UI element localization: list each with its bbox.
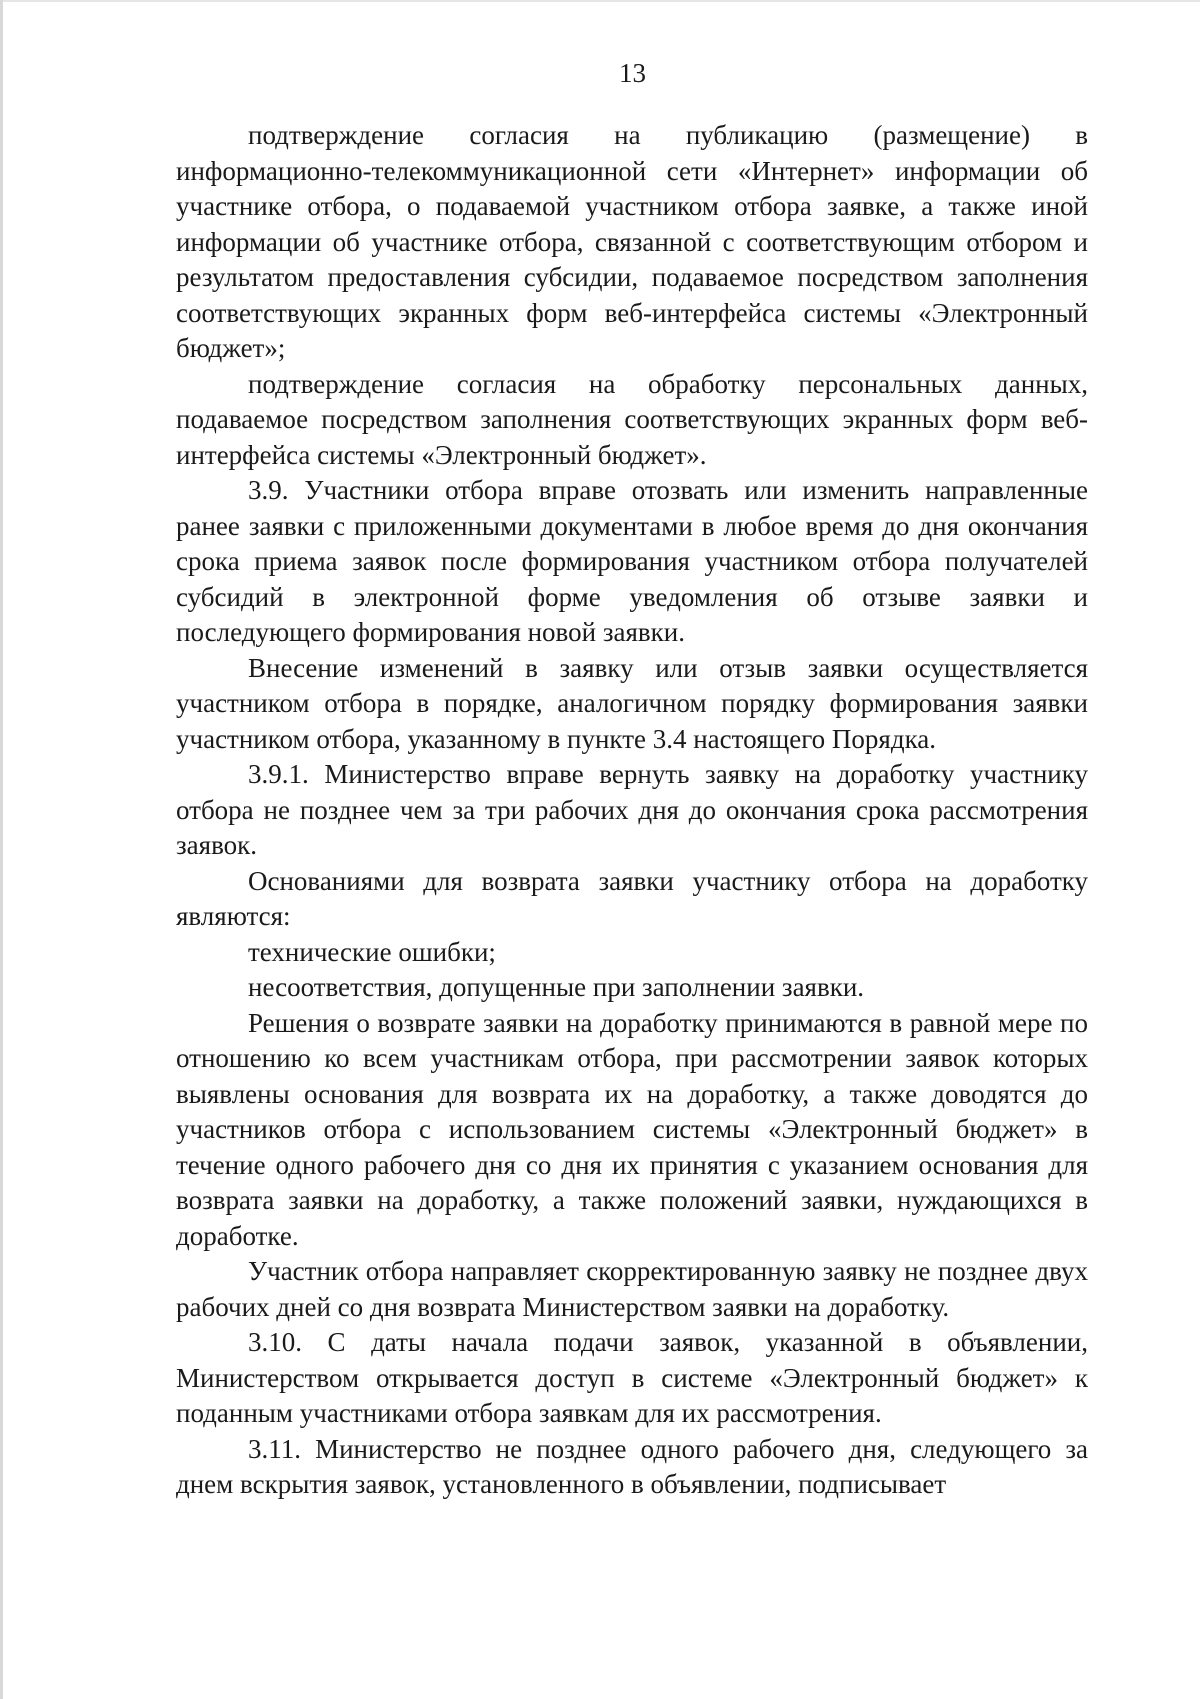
paragraph-changes: Внесение изменений в заявку или отзыв заявки осуществляется участником отбора в порядке, аналогичном порядку формирования заявки участником отбора, указанному в пункте 3.4 настоящего Порядка. bbox=[176, 652, 1088, 754]
paragraph-3-9: 3.9. Участники отбора вправе отозвать или изменить направленные ранее заявки с приложенными документами в любое время до дня окончания срока приема заявок после формирования участником отбора получателей субсидий в электронной форме уведомления об отзыве заявки и последующего формирования новой заявки. bbox=[176, 475, 1088, 647]
paragraph-consent-personal-data: подтверждение согласия на обработку персональных данных, подаваемое посредством заполнения соответствующих экранных форм веб-интерфейса системы «Электронный бюджет». bbox=[176, 368, 1088, 470]
paragraph-corrected-application: Участник отбора направляет скорректированную заявку не позднее двух рабочих дней со дня возврата Министерством заявки на доработку. bbox=[176, 1256, 1088, 1322]
document-body bbox=[176, 118, 1088, 1503]
paragraph-grounds: Основаниями для возврата заявки участнику отбора на доработку являются: bbox=[176, 865, 1088, 931]
paragraph-3-9-1: 3.9.1. Министерство вправе вернуть заявку на доработку участнику отбора не позднее чем за три рабочих дня до окончания срока рассмотрения заявок. bbox=[176, 759, 1088, 860]
paragraph-technical-errors: технические ошибки; bbox=[248, 936, 496, 967]
scan-top-edge bbox=[0, 0, 1200, 2]
paragraph-return-decisions: Решения о возврате заявки на доработку принимаются в равной мере по отношению ко всем участникам отбора, при рассмотрении заявок которых выявлены основания для возврата их на доработку, а также доводятся до участников отбора с использованием системы «Электронный бюджет» в течение одного рабочего дня со дня их принятия с указанием основания для возврата заявки на доработку, а также положений заявки, нуждающихся в доработке. bbox=[176, 1007, 1088, 1251]
scan-left-edge bbox=[0, 0, 3, 1699]
page-number: 13 bbox=[619, 58, 646, 88]
paragraph-inconsistencies: несоответствия, допущенные при заполнении заявки. bbox=[248, 972, 865, 1002]
paragraph-consent-publication: подтверждение согласия на публикацию (размещение) в информационно-телекоммуникационной сети «Интернет» информации об участнике отбора, о подаваемой участником отбора заявке, а также иной информации об участнике отбора, связанной с соответствующим отбором и результатом предоставления субсидии, подаваемое посредством заполнения соответствующих экранных форм веб-интерфейса системы «Электронный бюджет»; bbox=[176, 120, 1088, 363]
paragraph-3-11: 3.11. Министерство не позднее одного рабочего дня, следующего за днем вскрытия заявок, установленного в объявлении, подписывает bbox=[176, 1433, 1088, 1499]
paragraph-3-10: 3.10. С даты начала подачи заявок, указанной в объявлении, Министерством открывается доступ в системе «Электронный бюджет» к поданным участниками отбора заявкам для их рассмотрения. bbox=[176, 1327, 1088, 1428]
